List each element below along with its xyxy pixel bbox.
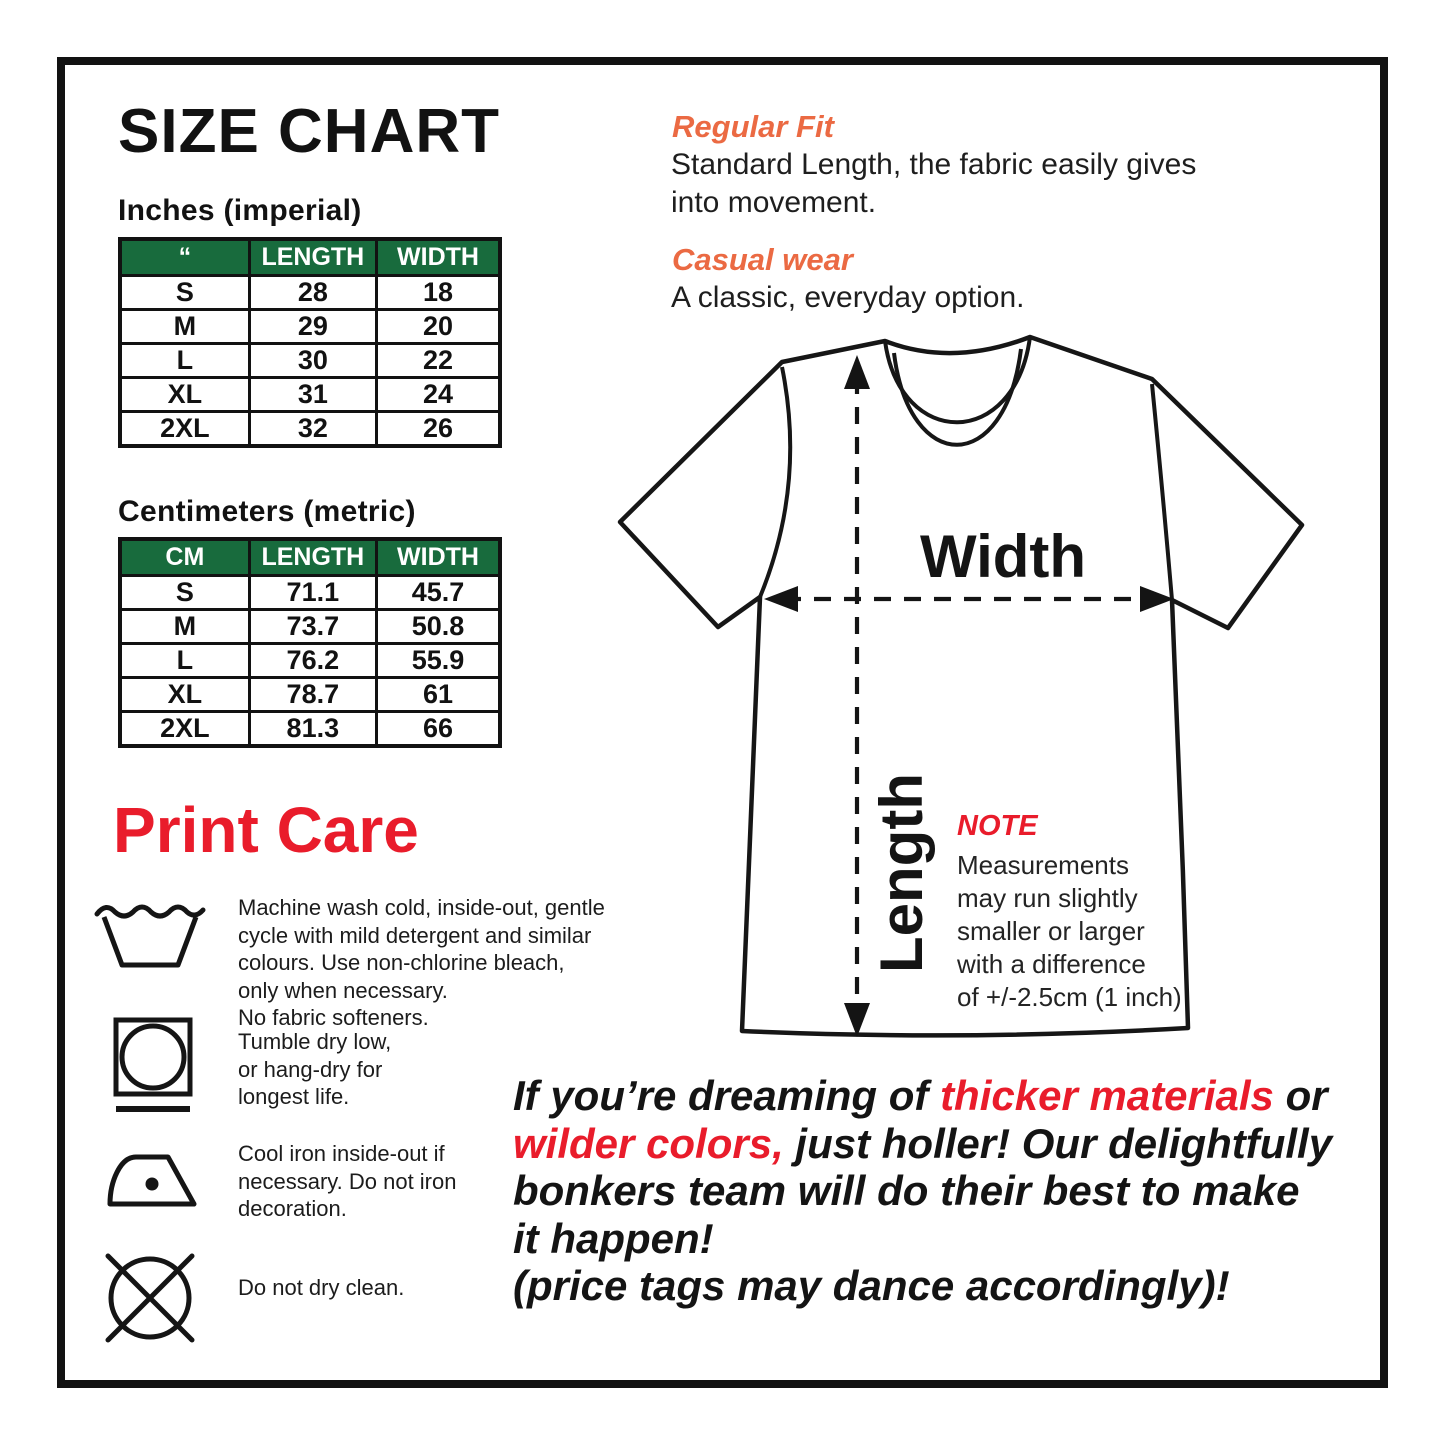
closing-line xyxy=(513,1120,1373,1168)
closing-line: (price tags may dance accordingly)! xyxy=(513,1262,1230,1309)
tumble-dry-text xyxy=(238,1028,391,1111)
table-cell: 24 xyxy=(376,377,500,411)
table-row xyxy=(120,643,500,677)
closing-text: If you’re dreaming of xyxy=(513,1072,941,1119)
tumble-dry-icon xyxy=(112,1016,194,1118)
table-cell: 32 xyxy=(249,411,376,446)
header-cell-unit: CM xyxy=(120,539,249,575)
text-line: No fabric softeners. xyxy=(238,1005,429,1030)
table-cell: 55.9 xyxy=(376,643,500,677)
table-cell: 2XL xyxy=(120,411,249,446)
text-line: may run slightly xyxy=(957,883,1138,913)
table-row xyxy=(120,309,500,343)
table-cell: 76.2 xyxy=(249,643,376,677)
table-cell: 26 xyxy=(376,411,500,446)
text-line: cycle with mild detergent and similar xyxy=(238,922,592,948)
header-row xyxy=(120,539,500,575)
closing-line: bonkers team will do their best to make xyxy=(513,1167,1300,1214)
table-cell: 66 xyxy=(376,711,500,746)
closing-paragraph xyxy=(513,1072,1373,1310)
table-cell: 2XL xyxy=(120,711,249,746)
machine-wash-icon xyxy=(94,900,206,972)
table-row xyxy=(120,609,500,643)
metric-section-label: Centimeters (metric) xyxy=(118,495,416,528)
text-line: longest life. xyxy=(238,1084,350,1109)
table-cell: 73.7 xyxy=(249,609,376,643)
header-row xyxy=(120,239,500,275)
table-cell: 22 xyxy=(376,343,500,377)
table-cell: S xyxy=(120,575,249,609)
table-cell: 50.8 xyxy=(376,609,500,643)
iron-icon xyxy=(104,1144,198,1210)
metric-table-header xyxy=(120,539,500,575)
text-line: A classic, everyday option. xyxy=(671,281,1025,314)
text-line: decoration. xyxy=(238,1196,347,1221)
table-cell: 61 xyxy=(376,677,500,711)
text-line: Do not dry clean. xyxy=(238,1275,405,1300)
table-cell: 31 xyxy=(249,377,376,411)
imperial-section-label: Inches (imperial) xyxy=(118,194,362,227)
do-not-dry-clean-text xyxy=(238,1274,404,1302)
text-line: Standard Length, the fabric easily gives xyxy=(671,148,1197,181)
table-row xyxy=(120,343,500,377)
text-line: into movement. xyxy=(671,185,877,219)
table-cell: 81.3 xyxy=(249,711,376,746)
machine-wash-text xyxy=(238,894,605,1032)
table-cell: 29 xyxy=(249,309,376,343)
table-cell: XL xyxy=(120,677,249,711)
table-cell: L xyxy=(120,643,249,677)
metric-size-table xyxy=(118,537,502,748)
table-cell: 28 xyxy=(249,275,376,309)
table-row xyxy=(120,711,500,746)
text-line: only when necessary. xyxy=(238,977,448,1003)
note-title: NOTE xyxy=(957,810,1038,842)
text-line: necessary. Do not iron xyxy=(238,1168,457,1194)
length-label: Length xyxy=(868,773,935,973)
text-line: of +/-2.5cm (1 inch) xyxy=(957,982,1182,1012)
text-line: Machine wash cold, inside-out, gentle xyxy=(238,895,605,920)
header-cell-length: LENGTH xyxy=(249,239,376,275)
iron-text xyxy=(238,1140,456,1223)
header-cell-width: WIDTH xyxy=(376,239,500,275)
width-label: Width xyxy=(919,523,1087,590)
imperial-table-header xyxy=(120,239,500,275)
table-row xyxy=(120,677,500,711)
text-line: with a difference xyxy=(957,949,1146,979)
table-cell: 78.7 xyxy=(249,677,376,711)
print-care-title: Print Care xyxy=(113,794,419,866)
table-cell: XL xyxy=(120,377,249,411)
regular-fit-text xyxy=(671,146,1196,221)
note-block xyxy=(957,810,1217,1014)
closing-line: it happen! xyxy=(513,1214,714,1262)
regular-fit-title: Regular Fit xyxy=(672,109,834,144)
text-line: smaller or larger xyxy=(957,916,1145,946)
closing-highlight: wilder colors, xyxy=(513,1119,784,1167)
text-line: Cool iron inside-out if xyxy=(238,1141,445,1166)
note-text xyxy=(957,849,1217,1014)
table-cell: M xyxy=(120,609,249,643)
header-cell-width: WIDTH xyxy=(376,539,500,575)
imperial-size-table xyxy=(118,237,502,448)
table-row xyxy=(120,575,500,609)
casual-wear-text xyxy=(671,279,1025,317)
table-cell: 18 xyxy=(376,275,500,309)
table-cell: S xyxy=(120,275,249,309)
table-cell: 71.1 xyxy=(249,575,376,609)
table-cell: 20 xyxy=(376,309,500,343)
table-cell: M xyxy=(120,309,249,343)
casual-wear-title: Casual wear xyxy=(672,242,853,277)
closing-text: just holler! Our delightfully xyxy=(783,1119,1333,1167)
text-line: or hang-dry for xyxy=(238,1056,383,1082)
closing-line xyxy=(513,1072,1373,1120)
text-line: colours. Use non-chlorine bleach, xyxy=(238,950,565,975)
header-cell-unit: “ xyxy=(120,239,249,275)
table-row xyxy=(120,411,500,446)
text-line: Tumble dry low, xyxy=(238,1029,392,1054)
header-cell-length: LENGTH xyxy=(249,539,376,575)
closing-highlight: thicker materials xyxy=(940,1072,1274,1119)
table-cell: L xyxy=(120,343,249,377)
table-row xyxy=(120,377,500,411)
text-line: Measurements xyxy=(957,850,1129,880)
do-not-dry-clean-icon xyxy=(94,1240,206,1352)
table-row xyxy=(120,275,500,309)
page-title: SIZE CHART xyxy=(118,97,500,166)
table-cell: 45.7 xyxy=(376,575,500,609)
table-cell: 30 xyxy=(249,343,376,377)
closing-text: or xyxy=(1273,1072,1328,1119)
